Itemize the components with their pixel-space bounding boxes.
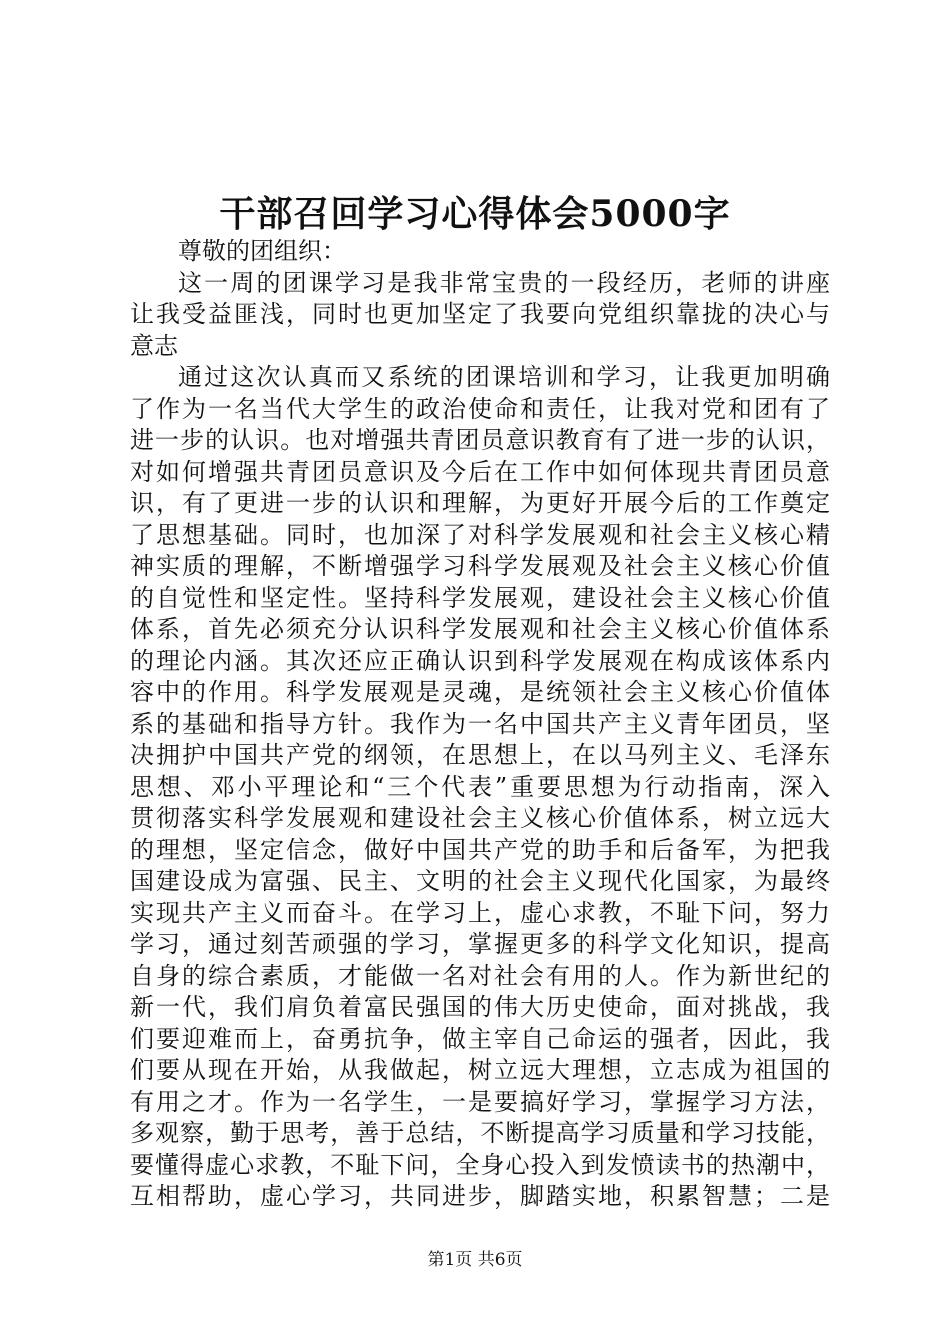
text-line: 们要从现在开始，从我做起，树立远大理想，立志成为祖国的	[130, 1056, 830, 1084]
text-line: 自身的综合素质，才能做一名对社会有用的人。作为新世纪的	[130, 961, 830, 990]
document-body	[130, 236, 830, 1213]
text-line: 进一步的认识。也对增强共青团员意识教育有了进一步的认识，	[130, 426, 830, 454]
text-line: 的理论内涵。其次还应正确认识到科学发展观在构成该体系内	[130, 646, 830, 675]
text-line: 的理想，坚定信念，做好中国共产党的助手和后备军，为把我	[130, 835, 830, 864]
document-title: 干部召回学习心得体会5000字	[219, 193, 731, 235]
text-line: 意志	[130, 331, 178, 360]
text-line: 这一周的团课学习是我非常宝贵的一段经历，老师的讲座	[178, 268, 830, 297]
text-line: 贯彻落实科学发展观和建设社会主义核心价值体系，树立远大	[130, 804, 830, 832]
text-line: 让我受益匪浅，同时也更加坚定了我要向党组织靠拢的决心与	[130, 300, 830, 328]
text-line: 实现共产主义而奋斗。在学习上，虚心求教，不耻下问，努力	[130, 898, 830, 927]
text-line: 通过这次认真而又系统的团课培训和学习，让我更加明确	[178, 363, 830, 391]
text-line: 对如何增强共青团员意识及今后在工作中如何体现共青团员意	[130, 457, 830, 486]
page-footer: 第1页 共6页	[427, 1250, 523, 1270]
text-line: 系的基础和指导方针。我作为一名中国共产主义青年团员，坚	[130, 709, 830, 738]
text-line: 尊敬的团组织：	[178, 237, 346, 265]
text-line: 神实质的理解，不断增强学习科学发展观及社会主义核心价值	[130, 552, 830, 580]
text-line: 要懂得虚心求教，不耻下问，全身心投入到发愤读书的热潮中，	[130, 1150, 830, 1179]
text-line: 决拥护中国共产党的纲领，在思想上，在以马列主义、毛泽东	[130, 741, 830, 769]
text-line: 的自觉性和坚定性。坚持科学发展观，建设社会主义核心价值	[130, 583, 830, 612]
text-line: 们要迎难而上，奋勇抗争，做主宰自己命运的强者，因此，我	[130, 1024, 830, 1053]
text-line: 互相帮助，虚心学习，共同进步，脚踏实地，积累智慧；二是	[130, 1182, 830, 1210]
text-line: 新一代，我们肩负着富民强国的伟大历史使命，面对挑战，我	[130, 993, 830, 1021]
text-line: 了思想基础。同时，也加深了对科学发展观和社会主义核心精	[130, 520, 830, 549]
text-line: 有用之才。作为一名学生，一是要搞好学习，掌握学习方法，	[130, 1087, 830, 1116]
text-line: 思想、邓小平理论和“三个代表”重要思想为行动指南，深入	[130, 772, 830, 801]
text-line: 识，有了更进一步的认识和理解，为更好开展今后的工作奠定	[130, 489, 830, 517]
text-line: 体系，首先必须充分认识科学发展观和社会主义核心价值体系	[130, 615, 830, 643]
text-line: 国建设成为富强、民主、文明的社会主义现代化国家，为最终	[130, 867, 830, 895]
text-line: 了作为一名当代大学生的政治使命和责任，让我对党和团有了	[130, 394, 830, 423]
text-line: 多观察，勤于思考，善于总结，不断提高学习质量和学习技能，	[130, 1119, 830, 1147]
text-line: 学习，通过刻苦顽强的学习，掌握更多的科学文化知识，提高	[130, 930, 830, 958]
text-line: 容中的作用。科学发展观是灵魂，是统领社会主义核心价值体	[130, 678, 830, 706]
